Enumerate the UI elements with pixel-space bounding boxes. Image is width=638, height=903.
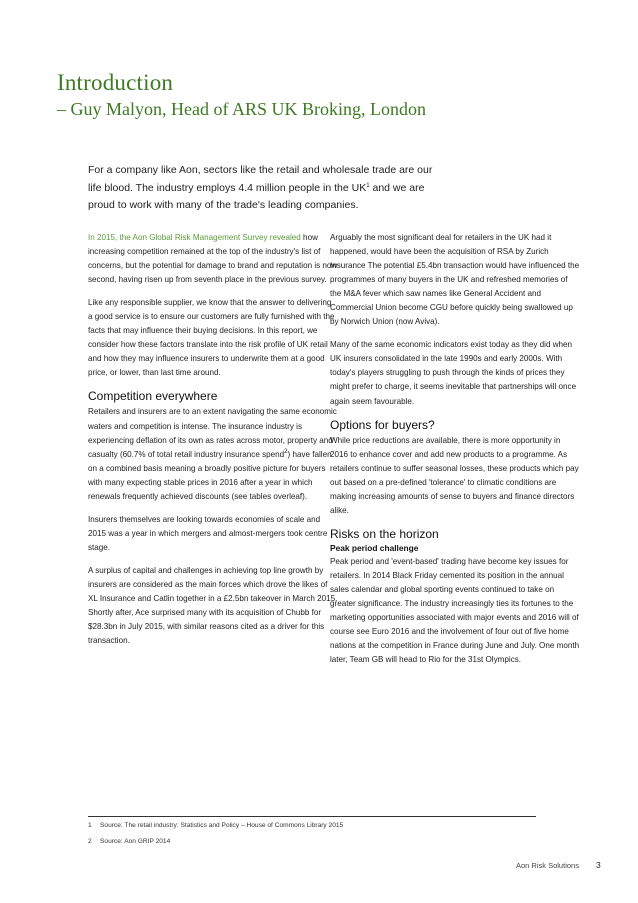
footnote-2	[88, 838, 170, 845]
footnote-number: 1	[88, 822, 92, 829]
footnote-ref-2: 2	[284, 448, 288, 455]
paragraph: Peak period and 'event-based' trading have become key issues for retailers. In 2014 Black Friday cemented its position in the annual sales calendar and global sporting events continued to take on greater significance. The industry increasingly ties its fortunes to the marketing opportunities associated with major events and 2016 will of course see Euro 2016 and the involvement of four out of five home nations at the competition in France during June and July. One month later, Team GB will head to Rio for the 31st Olympics.	[330, 556, 580, 665]
paragraph: Many of the same economic indicators exist today as they did when UK insurers consolidated in the late 1990s and early 2000s. With today's players struggling to push through the kinds of prices they might prefer to charge, it seems inevitable that partnerships will once again seem favourable.	[330, 340, 577, 406]
paragraph: While price reductions are available, there is more opportunity in 2016 to enhance cover and add new products to a programme. As retailers continue to suffer seasonal losses, these products which pay out based on a pre-defined 'tolerance' to climatic conditions are making increasing amounts of sense to buyers and finance directors alike.	[330, 435, 579, 515]
paragraph: A surplus of capital and challenges in achieving top line growth by insurers are considered as the main forces which drove the likes of XL Insurance and Catlin together in a £2.5bn takeover in March 2015. Shortly after, Ace surprised many with its acquisition of Chubb for $28.3bn in July 2015, with similar reasons cited as a driver for this transaction.	[88, 565, 338, 646]
section-heading-competition: Competition everywhere	[88, 389, 218, 404]
footnote-number: 2	[88, 838, 92, 845]
section-heading-options: Options for buyers?	[330, 417, 435, 432]
paragraph	[88, 405, 338, 503]
footnote-text: Source: The retail industry: Statistics and Policy – House of Commons Library 2015	[100, 822, 344, 829]
footer-brand: Aon Risk Solutions	[516, 861, 579, 870]
paragraph: Like any responsible supplier, we know that the answer to delivering a good service is to ensure our customers are fully furnished with the facts that may influence their buying decisions. In this report, we consider how these factors translate into the risk profile of UK retail and how they may influence insurers to underwrite them at a good price, or lower, than last time around.	[88, 298, 335, 378]
paragraph: Insurers themselves are looking towards economies of scale and 2015 was a year in which mergers and almost-mergers took centre stage.	[88, 514, 328, 552]
left-column	[88, 231, 338, 657]
paragraph-text: Retailers and insurers are to an extent navigating the same economic waters and competition is intense. The insurance industry is experiencing deflation of its own as rates across motor, property and casualty (60.7% of total retail industry insurance spend	[88, 407, 337, 459]
page-subtitle: – Guy Malyon, Head of ARS UK Broking, London	[57, 99, 426, 119]
footnote-1	[88, 822, 343, 829]
paragraph: Arguably the most significant deal for retailers in the UK had it happened, would have been the acquisition of RSA by Zurich Insurance The potential £5.4bn transaction would have influenced the programmes of many buyers in the UK and refreshed memories of the M&A fever which saw names like General Accident and Commercial Union become CGU before quickly being swallowed up by Norwich Union (now Aviva).	[330, 233, 580, 327]
intro-text: For a company like Aon, sectors like the retail and wholesale trade are our life blood. The industry employs 4.4 million people in the UK	[88, 164, 433, 194]
page-number: 3	[596, 860, 601, 870]
right-column	[330, 231, 580, 676]
paragraph-text: how increasing competition remained at the top of the industry's list of concerns, but the potential for damage to brand and reputation is now second, having risen up from seventh place in the previous survey.	[88, 233, 338, 285]
page-title: Introduction	[57, 70, 174, 95]
footnote-ref-1: 1	[366, 182, 370, 189]
paragraph-text: ) have fallen on a combined basis meaning a broadly positive picture for buyers with many expecting stable prices in 2016 after a year in which renewals frequently achieved discounts (see tables overleaf).	[88, 449, 332, 501]
footnote-text: Source: Aon GRIP 2014	[100, 838, 171, 845]
footnote-divider	[88, 816, 536, 817]
intro-paragraph	[88, 162, 448, 215]
intro-text-end: and we are proud to work with many of the trade's leading companies.	[88, 181, 425, 211]
survey-link[interactable]: In 2015, the Aon Global Risk Management Survey revealed	[88, 233, 301, 242]
section-heading-risks: Risks on the horizon	[330, 526, 439, 541]
subheading-peak-period: Peak period challenge	[330, 542, 419, 553]
paragraph	[88, 231, 338, 287]
